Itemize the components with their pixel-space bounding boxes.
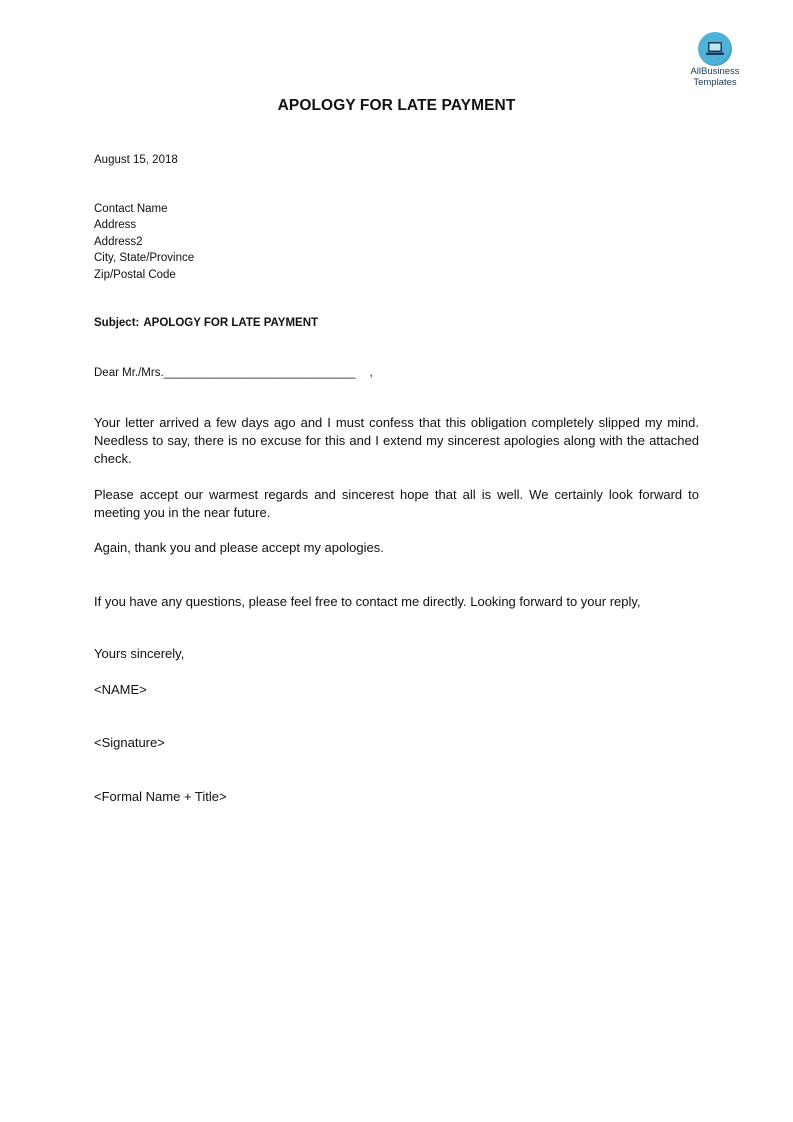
body-paragraph-3: Again, thank you and please accept my apologies. (94, 540, 384, 555)
brand-logo (680, 32, 750, 88)
letter-date: August 15, 2018 (94, 154, 178, 166)
subject-value: APOLOGY FOR LATE PAYMENT (143, 317, 319, 329)
address-contact-name: Contact Name (94, 203, 168, 215)
address-line-1: Address (94, 219, 137, 232)
sender-signature: <Signature> (94, 735, 165, 750)
address-city-state: City, State/Province (94, 252, 195, 265)
document-title: APOLOGY FOR LATE PAYMENT (277, 97, 516, 114)
body-paragraph-2: Please accept our warmest regards and sincerest hope that all is well. We certainly look forward to meeting you in the near future. (94, 487, 699, 520)
salutation-prefix: Dear Mr./Mrs. (94, 367, 164, 379)
salutation (94, 365, 373, 381)
salutation-blank: ______________________________ (163, 367, 356, 379)
sender-name: <NAME> (94, 682, 147, 697)
laptop-icon (698, 32, 732, 66)
body-paragraph-1: Your letter arrived a few days ago and I must confess that this obligation completely slipped my mind. Needless to say, there is no excuse for this and I extend my sincerest apologies along with the attached check. (94, 415, 699, 466)
address-zip: Zip/Postal Code (94, 268, 176, 281)
subject-label: Subject: (94, 317, 140, 329)
body-paragraph-4: If you have any questions, please feel free to contact me directly. Looking forward to your reply, (94, 594, 641, 609)
sender-formal-title: <Formal Name + Title> (94, 789, 227, 804)
recipient-address (94, 201, 194, 283)
address-line-2: Address2 (94, 235, 143, 248)
logo-text-line1: AllBusiness (690, 66, 740, 77)
sign-off: Yours sincerely, (94, 646, 185, 661)
logo-text-line2: Templates (693, 77, 737, 88)
salutation-comma: , (369, 367, 373, 379)
subject-line (94, 315, 318, 331)
